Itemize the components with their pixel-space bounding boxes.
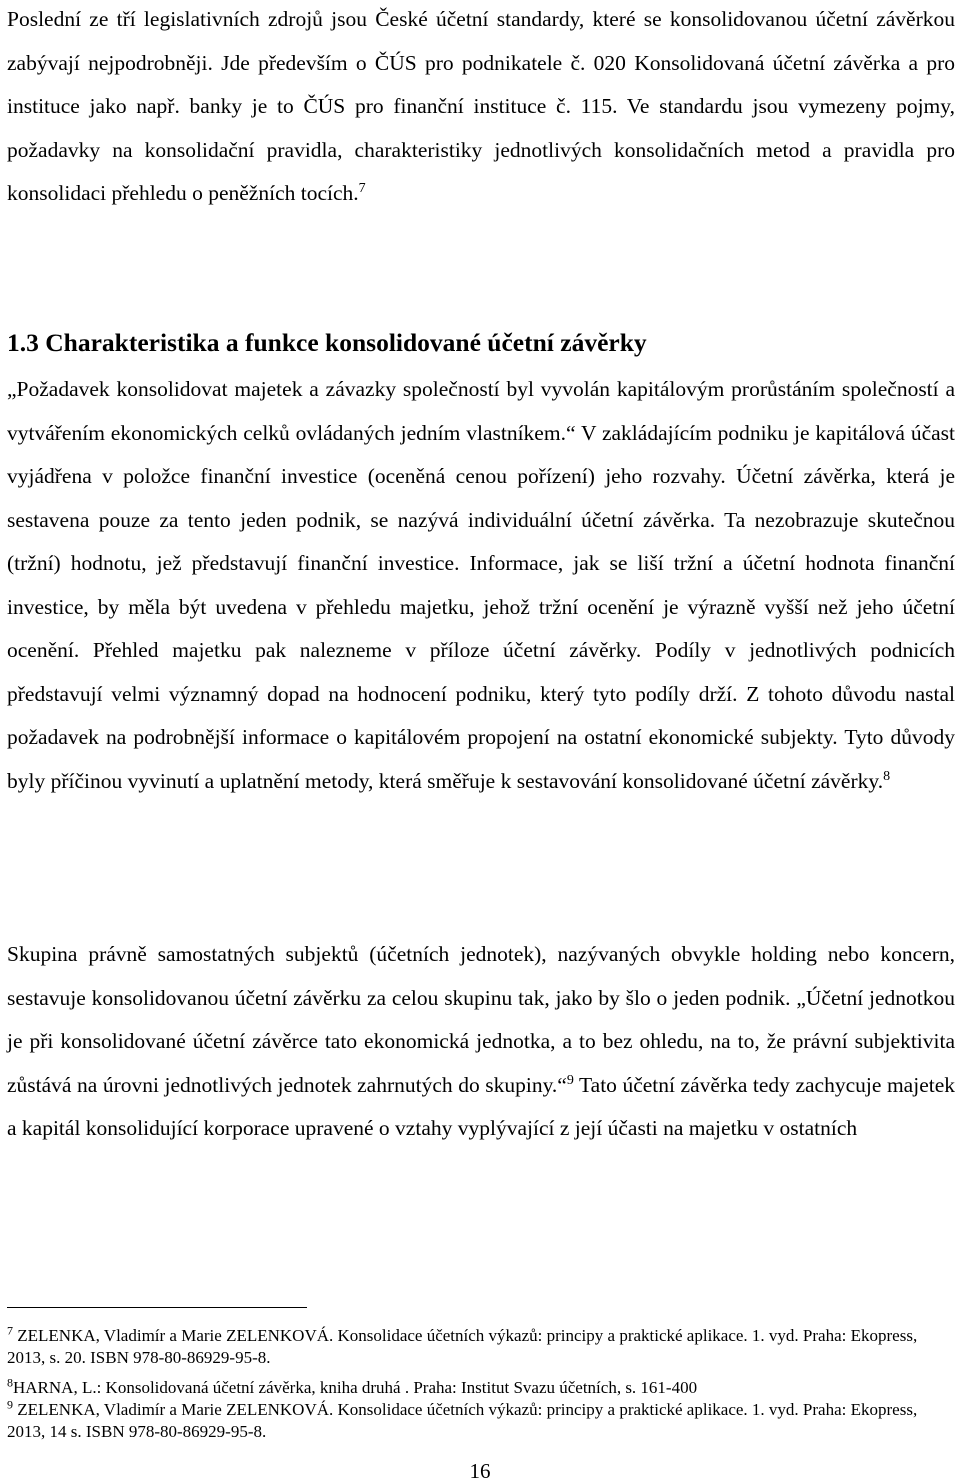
footnote-ref: 7 [358,180,366,196]
footnote-number: 9 [7,1397,13,1412]
footnote-text: ZELENKA, Vladimír a Marie ZELENKOVÁ. Konsolidace účetních výkazů: principy a praktické aplikace. 1. vyd. Praha: Ekopress, 2013, 14 s. ISBN 978-80-86929-95-8. [7,1400,918,1441]
page-number: 16 [469,1459,491,1483]
paragraph-characteristics [7,368,955,803]
paragraph-text-continued: Tato účetní závěrka tedy zachycuje majetek a kapitál konsolidující korporace upravené o vztahy vyplývající z její účasti na majetku v ostatních [7,1072,956,1140]
footnote-number: 8 [7,1375,13,1390]
footnote-text: ZELENKA, Vladimír a Marie ZELENKOVÁ. Konsolidace účetních výkazů: principy a praktické aplikace. 1. vyd. Praha: Ekopress, 2013, s. 20. ISBN 978-80-86929-95-8. [7,1326,918,1367]
paragraph-standards [7,0,955,216]
paragraph-text: Poslední ze tří legislativních zdrojů jsou České účetní standardy, které se konsolidovanou účetní závěrkou zabývají nejpodrobněji. Jde především o ČÚS pro podnikatele č. 020 Konsolidovaná účetní závěrka a pro instituce jako např. banky je to ČÚS pro finanční instituce č. 115. Ve standardu jsou vymezeny pojmy, požadavky na konsolidační pravidla, charakteristiky jednotlivých konsolidačních metod a pravidla pro konsolidaci přehledu o peněžních tocích. [7,7,955,205]
footnote-text: HARNA, L.: Konsolidovaná účetní závěrka, kniha druhá . Praha: Institut Svazu účetních, s. 161-400 [13,1378,698,1397]
footnote-ref: 8 [883,768,891,784]
paragraph-group [7,933,955,1151]
section-heading: 1.3 Charakteristika a funkce konsolidované účetní závěrky [7,328,647,357]
footnote-separator [7,1307,307,1308]
footnote-9 [7,1399,947,1443]
paragraph-text: Skupina právně samostatných subjektů (účetních jednotek), nazývaných obvykle holding nebo koncern, sestavuje konsolidovanou účetní závěrku za celou skupinu tak, jako by šlo o jeden podnik. „Účetní jednotkou je při konsolidované účetní závěrce tato ekonomická jednotka, a to bez ohledu, na to, že právní subjektivita zůstává na úrovni jednotlivých jednotek zahrnutých do skupiny.“ [7,942,955,1097]
footnote-8 [7,1377,947,1399]
footnote-7 [7,1325,947,1369]
footnote-ref: 9 [566,1072,574,1088]
paragraph-text: „Požadavek konsolidovat majetek a závazky společností byl vyvolán kapitálovým prorůstáním společností a vytvářením ekonomických celků ovládaných jedním vlastníkem.“ V zakládajícím podniku je kapitálová účast vyjádřena v položce finanční investice (oceněná cenou pořízení) jeho rozvahy. Účetní závěrka, která je sestavena pouze za tento jeden podnik, se nazývá individuální účetní závěrka. Ta nezobrazuje skutečnou (tržní) hodnotu, jež představují finanční investice. Informace, jak se liší tržní a účetní hodnota finanční investice, by měla být uvedena v přehledu majetku, jehož tržní ocenění je výrazně vyšší než jeho účetní ocenění. Přehled majetku pak nalezneme v příloze účetní závěrky. Podíly v jednotlivých podnicích představují velmi významný dopad na hodnocení podniku, který tyto podíly drží. Z tohoto důvodu nastal požadavek na podrobnější informace o kapitálovém propojení na ostatní ekonomické subjekty. Tyto důvody byly příčinou vyvinutí a uplatnění metody, která směřuje k sestavování konsolidované účetní závěrky. [7,377,955,793]
footnote-number: 7 [7,1323,13,1338]
